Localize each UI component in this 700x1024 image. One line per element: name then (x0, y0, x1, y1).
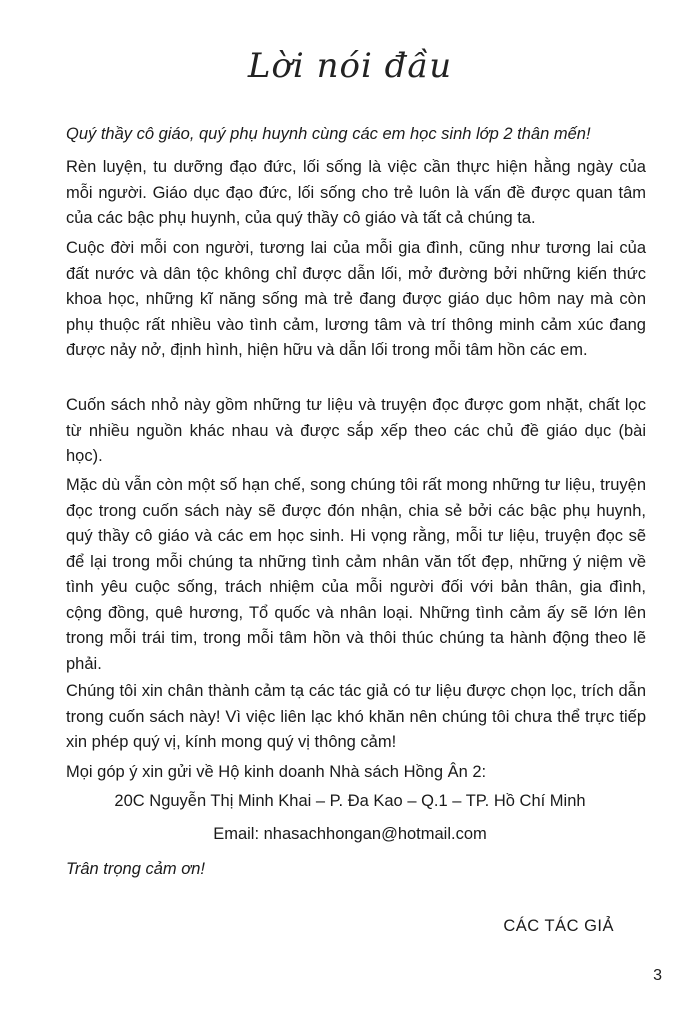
paragraph-text: Cuộc đời mỗi con người, tương lai của mỗi gia đình, cũng như tương lai của đất nước và dân tộc không chỉ được dẫn lối, mở đường bởi những kiến thức khoa học, những kĩ năng sống mà trẻ đang được giáo dục hôm nay mà còn phụ thuộc rất nhiều vào tình cảm, lương tâm và trí thông minh cảm xúc đang được nảy nở, định hình, hiện hữu và dẫn lối trong mỗi tâm hồn các em. (66, 239, 646, 359)
signature: CÁC TÁC GIẢ (503, 917, 614, 935)
paragraph-3 (66, 393, 646, 470)
closing-text: Trân trọng cảm ơn! (66, 860, 205, 878)
paragraph-text: Rèn luyện, tu dưỡng đạo đức, lối sống là việc cần thực hiện hằng ngày của mỗi người. Giáo dục đạo đức, lối sống cho trẻ luôn là vấn đề được quan tâm của các bậc phụ huynh, của quý thầy cô giáo và tất cả chúng ta. (66, 158, 646, 227)
paragraph-6 (66, 760, 646, 786)
paragraph-1 (66, 155, 646, 232)
page-number: 3 (653, 967, 662, 984)
page-title: Lời nói đầu (247, 46, 453, 86)
paragraph-text: Mọi góp ý xin gửi về Hộ kinh doanh Nhà sách Hồng Ân 2: (66, 763, 487, 781)
paragraph-text: Cuốn sách nhỏ này gồm những tư liệu và truyện đọc được gom nhặt, chất lọc từ nhiều nguồn khác nhau và được sắp xếp theo các chủ đề giáo dục (bài học). (66, 396, 646, 465)
paragraph-2 (66, 236, 646, 364)
paragraph-5 (66, 679, 646, 756)
email-line: Email: nhasachhongan@hotmail.com (213, 825, 487, 843)
greeting-text: Quý thầy cô giáo, quý phụ huynh cùng các em học sinh lớp 2 thân mến! (66, 125, 591, 143)
address-line: 20C Nguyễn Thị Minh Khai – P. Đa Kao – Q.1 – TP. Hồ Chí Minh (114, 792, 586, 810)
greeting (66, 122, 646, 148)
paragraph-text: Mặc dù vẫn còn một số hạn chế, song chúng tôi rất mong những tư liệu, truyện đọc trong cuốn sách này sẽ được đón nhận, chia sẻ bởi các bậc phụ huynh, quý thầy cô giáo và các em học sinh. Hi vọng rằng, mỗi tư liệu, truyện đọc sẽ để lại trong mỗi chúng ta những tình cảm nhân văn tốt đẹp, những ý niệm về tình yêu cuộc sống, trách nhiệm của mỗi người đối với bản thân, gia đình, cộng đồng, quê hương, Tổ quốc và nhân loại. Những tình cảm ấy sẽ lớn lên trong mỗi trái tim, trong mỗi tâm hồn và thôi thúc chúng ta hành động theo lẽ phải. (66, 476, 646, 673)
paragraph-4 (66, 473, 646, 677)
paragraph-text: Chúng tôi xin chân thành cảm tạ các tác giả có tư liệu được chọn lọc, trích dẫn trong cuốn sách này! Vì việc liên lạc khó khăn nên chúng tôi chưa thể trực tiếp xin phép quý vị, kính mong quý vị thông cảm! (66, 682, 646, 751)
